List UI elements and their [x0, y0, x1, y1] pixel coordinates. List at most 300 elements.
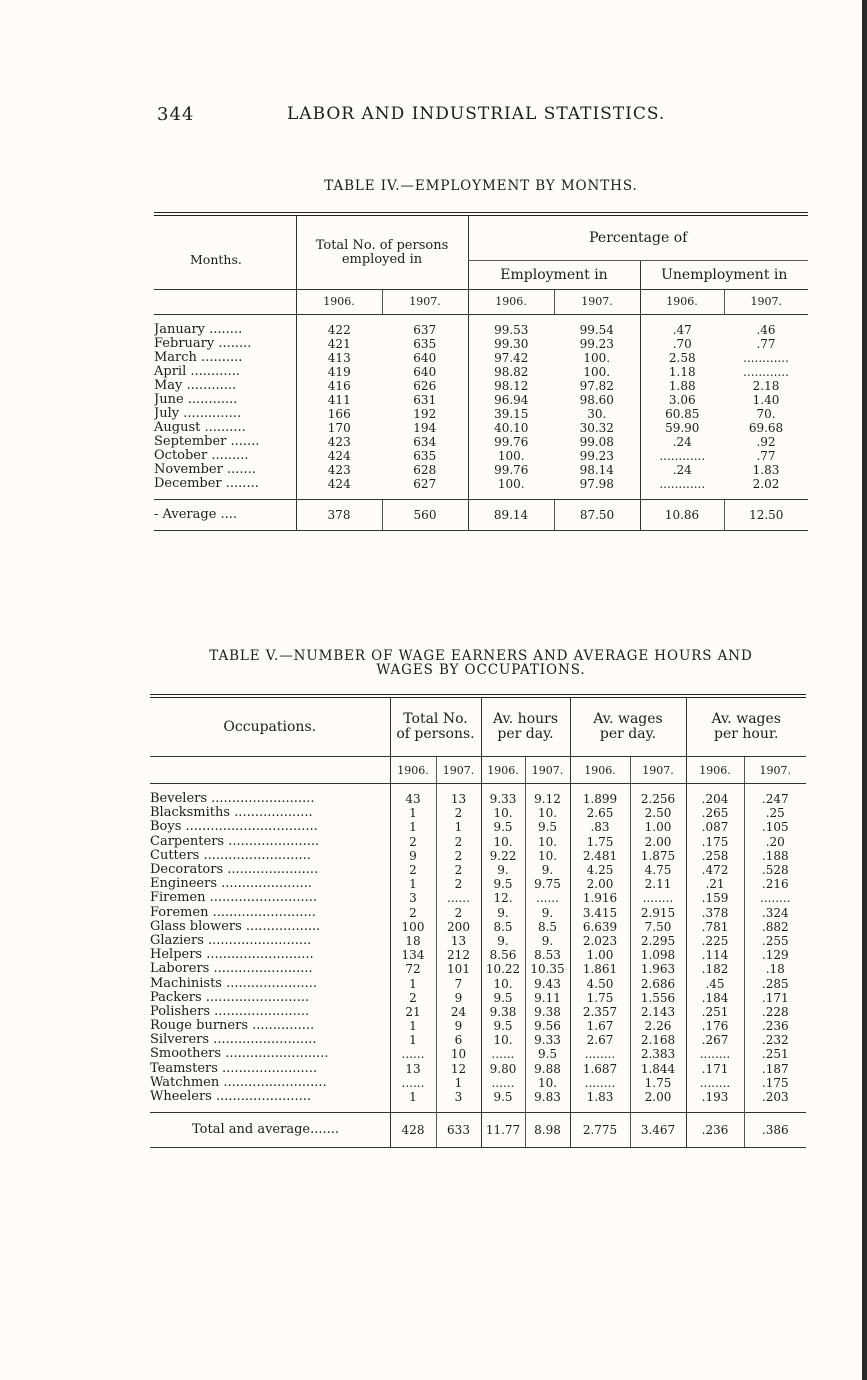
- cell: 428: [390, 1113, 436, 1148]
- cell: 4.50: [570, 976, 630, 990]
- cell: 2.383: [630, 1047, 686, 1061]
- col-unemployment: Unemployment in: [640, 261, 808, 290]
- cell: 200: [436, 920, 481, 934]
- cell: ......: [390, 1047, 436, 1061]
- cell: 635: [413, 449, 437, 463]
- cell: 6: [436, 1033, 481, 1047]
- year-header: 1906.: [481, 757, 525, 784]
- occupation-cell: Bevelers .........................: [150, 792, 315, 807]
- cell: 170: [296, 421, 382, 435]
- cell: 9.5: [481, 820, 525, 834]
- year-header: 1907.: [382, 290, 468, 315]
- cell: 2: [436, 877, 481, 891]
- cell: 631: [413, 393, 437, 407]
- cell: 1.556: [630, 991, 686, 1005]
- cell: 2.775: [570, 1113, 630, 1148]
- cell: 166: [296, 407, 382, 421]
- cell: 70.: [756, 407, 776, 421]
- cell: 2.00: [570, 877, 630, 891]
- cell: 1.18: [640, 365, 724, 379]
- cell: .20: [744, 835, 806, 849]
- cell: .70: [640, 337, 724, 351]
- cell: 30.: [587, 407, 607, 421]
- cell: .228: [744, 1005, 806, 1019]
- cell: 8.56: [481, 948, 525, 962]
- table-row: [154, 323, 808, 337]
- occupation-cell: Decorators ......................: [150, 862, 319, 878]
- cell: 8.5: [481, 920, 525, 934]
- table-row: [154, 463, 808, 477]
- cell: 1.098: [630, 948, 686, 962]
- cell: .24: [640, 463, 724, 477]
- cell: 3.415: [570, 906, 630, 920]
- cell: 12: [436, 1062, 481, 1076]
- month-cell: May ............: [154, 379, 237, 393]
- cell: .255: [744, 934, 806, 948]
- cell: 100.: [468, 477, 554, 491]
- cell: 633: [436, 1113, 481, 1148]
- cell: 10.: [481, 976, 525, 990]
- year-header: 1906.: [296, 290, 382, 315]
- cell: 2.023: [570, 934, 630, 948]
- cell: ......: [481, 1047, 525, 1061]
- year-header: 1906.: [640, 290, 724, 315]
- year-header: 1906.: [686, 757, 744, 784]
- cell: 4.25: [570, 863, 630, 877]
- cell: .18: [744, 962, 806, 976]
- cell: ............: [640, 477, 724, 491]
- cell: 2.26: [630, 1019, 686, 1033]
- cell: 9: [436, 991, 481, 1005]
- cell: 424: [296, 477, 382, 491]
- cell: 10.22: [481, 962, 525, 976]
- cell: ............: [743, 365, 789, 379]
- cell: 212: [436, 948, 481, 962]
- cell: 2.58: [640, 351, 724, 365]
- table-row: [150, 1090, 806, 1104]
- cell: 1: [390, 976, 436, 990]
- cell: 1.861: [570, 962, 630, 976]
- cell: 2.295: [630, 934, 686, 948]
- cell: 1.75: [630, 1076, 686, 1090]
- cell: 4.75: [630, 863, 686, 877]
- cell: .176: [686, 1019, 744, 1033]
- month-cell: August ..........: [154, 421, 246, 435]
- total-row: [150, 1113, 806, 1148]
- table5-caption-line1: TABLE V.—NUMBER OF WAGE EARNERS AND AVERAGE HOURS AND: [209, 648, 753, 664]
- table-row: [154, 407, 808, 421]
- cell: 3: [390, 891, 436, 905]
- cell: 99.76: [468, 463, 554, 477]
- cell: 99.08: [579, 435, 614, 449]
- cell: 10.: [481, 1033, 525, 1047]
- cell: 99.53: [468, 323, 554, 337]
- month-cell: July ..............: [154, 407, 242, 421]
- table-row: [150, 906, 806, 920]
- month-cell: December ........: [154, 477, 259, 491]
- year-header: 1907.: [436, 757, 481, 784]
- cell: 8.5: [525, 920, 570, 934]
- col-percentage: Percentage of: [468, 214, 808, 261]
- cell: 8.98: [525, 1113, 570, 1148]
- table-row: [150, 1033, 806, 1047]
- cell: 9.83: [525, 1090, 570, 1104]
- occupation-cell: Machinists ......................: [150, 976, 318, 991]
- cell: 13: [436, 934, 481, 948]
- cell: 10.: [525, 835, 570, 849]
- cell: .45: [686, 976, 744, 990]
- table-row: [150, 934, 806, 948]
- cell: 9.75: [525, 877, 570, 891]
- year-spacer: [154, 290, 296, 315]
- table-row: [150, 849, 806, 863]
- cell: ........: [630, 891, 686, 905]
- cell: 9.88: [525, 1062, 570, 1076]
- cell: 2.915: [630, 906, 686, 920]
- cell: 413: [296, 351, 382, 365]
- cell: 11.77: [481, 1113, 525, 1148]
- month-cell: September .......: [154, 435, 260, 449]
- cell: 1: [390, 820, 436, 834]
- cell: 1.875: [630, 849, 686, 863]
- cell: 1.83: [570, 1090, 630, 1104]
- cell: 98.12: [468, 379, 554, 393]
- cell: 1.83: [752, 463, 780, 477]
- cell: 2: [436, 906, 481, 920]
- cell: 9.12: [525, 792, 570, 806]
- table-row: [150, 877, 806, 891]
- cell: 40.10: [468, 421, 554, 435]
- col-av-hours: Av. hours per day.: [481, 696, 570, 757]
- cell: .175: [744, 1076, 806, 1090]
- occupation-cell: Engineers ......................: [150, 877, 313, 892]
- cell: 2.143: [630, 1005, 686, 1019]
- cell: 2: [436, 849, 481, 863]
- cell: 422: [296, 323, 382, 337]
- occupation-cell: Cutters ..........................: [150, 848, 311, 863]
- cell: 2: [390, 835, 436, 849]
- month-cell: March ..........: [154, 351, 243, 365]
- cell: 416: [296, 379, 382, 393]
- cell: ............: [743, 351, 789, 365]
- cell: 1.75: [570, 835, 630, 849]
- cell: ........: [686, 1076, 744, 1090]
- cell: 10.: [525, 849, 570, 863]
- cell: 12.50: [724, 500, 808, 531]
- cell: .46: [756, 323, 776, 337]
- table-wages-by-occupations: [150, 694, 806, 1148]
- cell: 21: [390, 1005, 436, 1019]
- cell: 9.5: [525, 820, 570, 834]
- cell: 6.639: [570, 920, 630, 934]
- occupation-cell: Firemen ..........................: [150, 891, 318, 906]
- cell: .114: [686, 948, 744, 962]
- cell: 97.98: [579, 477, 614, 491]
- cell: 97.82: [579, 379, 614, 393]
- cell: 99.30: [468, 337, 554, 351]
- cell: .285: [744, 976, 806, 990]
- cell: ......: [436, 891, 481, 905]
- year-header: 1906.: [468, 290, 554, 315]
- cell: 1.88: [640, 379, 724, 393]
- table-row: [150, 976, 806, 990]
- cell: 378: [296, 500, 382, 531]
- table-row: [150, 1047, 806, 1061]
- cell: 1.899: [570, 792, 630, 806]
- cell: 2.02: [752, 477, 780, 491]
- month-cell: November .......: [154, 463, 256, 477]
- cell: 2.18: [752, 379, 780, 393]
- table-row: [150, 920, 806, 934]
- occupation-cell: Carpenters ......................: [150, 834, 320, 849]
- table-row: [150, 806, 806, 820]
- year-header: 1907.: [525, 757, 570, 784]
- occupation-cell: Glass blowers ..................: [150, 919, 321, 934]
- cell: 1.00: [630, 820, 686, 834]
- year-header: 1907.: [744, 757, 806, 784]
- table-row: [154, 351, 808, 365]
- cell: 2.11: [630, 877, 686, 891]
- cell: 13: [436, 792, 481, 806]
- cell: 2.686: [630, 976, 686, 990]
- occupation-cell: Helpers ..........................: [150, 948, 314, 963]
- cell: .472: [686, 863, 744, 877]
- occupation-cell: Laborers ........................: [150, 962, 313, 977]
- cell: 97.42: [468, 351, 554, 365]
- cell: 1: [390, 1019, 436, 1033]
- occupation-cell: Foremen .........................: [150, 905, 316, 920]
- cell: .236: [686, 1113, 744, 1148]
- occupation-cell: Glaziers .........................: [150, 933, 312, 948]
- cell: 194: [413, 421, 437, 435]
- cell: 627: [413, 477, 437, 491]
- cell: .204: [686, 792, 744, 806]
- cell: 1.916: [570, 891, 630, 905]
- cell: .247: [744, 792, 806, 806]
- cell: 18: [390, 934, 436, 948]
- cell: 10.86: [640, 500, 724, 531]
- cell: .781: [686, 920, 744, 934]
- occupation-cell: Silverers .........................: [150, 1033, 317, 1048]
- table-row: [154, 379, 808, 393]
- cell: 1.844: [630, 1062, 686, 1076]
- cell: 89.14: [468, 500, 554, 531]
- cell: ......: [525, 891, 570, 905]
- cell: 411: [296, 393, 382, 407]
- cell: 9.80: [481, 1062, 525, 1076]
- col-total-persons: Total No. of persons employed in: [296, 214, 468, 290]
- year-header: 1906.: [390, 757, 436, 784]
- cell: .216: [744, 877, 806, 891]
- month-cell: April ............: [154, 365, 240, 379]
- cell: 9.: [525, 863, 570, 877]
- cell: .882: [744, 920, 806, 934]
- occupation-cell: Packers .........................: [150, 990, 310, 1005]
- cell: 1.67: [570, 1019, 630, 1033]
- cell: .175: [686, 835, 744, 849]
- year-header: 1907.: [630, 757, 686, 784]
- col-av-wages-day: Av. wages per day.: [570, 696, 686, 757]
- cell: 635: [413, 337, 437, 351]
- table-row: [150, 962, 806, 976]
- cell: 7: [436, 976, 481, 990]
- cell: 98.82: [468, 365, 554, 379]
- occupation-cell: Teamsters .......................: [150, 1061, 318, 1076]
- cell: 1: [390, 1090, 436, 1104]
- average-row: [154, 500, 808, 531]
- cell: 72: [390, 962, 436, 976]
- cell: .251: [686, 1005, 744, 1019]
- cell: 100: [390, 920, 436, 934]
- occupation-cell: Boys ................................: [150, 820, 318, 835]
- cell: 2: [390, 906, 436, 920]
- cell: 1.75: [570, 991, 630, 1005]
- cell: .324: [744, 906, 806, 920]
- cell: 2.00: [630, 1090, 686, 1104]
- cell: 640: [413, 365, 437, 379]
- occupation-cell: Polishers .......................: [150, 1004, 310, 1019]
- cell: 1.963: [630, 962, 686, 976]
- month-cell: February ........: [154, 337, 252, 351]
- cell: .21: [686, 877, 744, 891]
- cell: .193: [686, 1090, 744, 1104]
- cell: 9.5: [481, 1019, 525, 1033]
- cell: 9.: [525, 906, 570, 920]
- occupation-cell: Rouge burners ...............: [150, 1019, 315, 1034]
- cell: 421: [296, 337, 382, 351]
- cell: .087: [686, 820, 744, 834]
- cell: 10: [436, 1047, 481, 1061]
- table-employment-by-months: [154, 212, 808, 531]
- cell: 13: [390, 1062, 436, 1076]
- cell: 43: [390, 792, 436, 806]
- cell: 192: [413, 407, 437, 421]
- cell: 9.5: [525, 1047, 570, 1061]
- cell: 10.: [525, 1076, 570, 1090]
- table-row: [154, 477, 808, 491]
- cell: 560: [382, 500, 468, 531]
- cell: 423: [296, 463, 382, 477]
- cell: 99.23: [579, 449, 614, 463]
- cell: 1.00: [570, 948, 630, 962]
- cell: 101: [436, 962, 481, 976]
- cell: 3.06: [640, 393, 724, 407]
- cell: 10.: [481, 806, 525, 820]
- cell: 1.687: [570, 1062, 630, 1076]
- cell: 9.43: [525, 976, 570, 990]
- table-row: [150, 1076, 806, 1090]
- col-employment: Employment in: [468, 261, 640, 290]
- cell: 100.: [468, 449, 554, 463]
- table-row: [154, 337, 808, 351]
- cell: 626: [413, 379, 437, 393]
- cell: ........: [744, 891, 806, 905]
- occupation-cell: Smoothers .........................: [150, 1047, 329, 1062]
- col-months: Months.: [154, 214, 296, 290]
- cell: .251: [744, 1047, 806, 1061]
- table-row: [154, 421, 808, 435]
- cell: 60.85: [640, 407, 724, 421]
- year-header: 1907.: [554, 290, 640, 315]
- cell: 9.5: [481, 877, 525, 891]
- year-spacer: [150, 757, 390, 784]
- cell: 9: [436, 1019, 481, 1033]
- table-row: [150, 891, 806, 905]
- cell: .267: [686, 1033, 744, 1047]
- cell: 30.32: [579, 421, 614, 435]
- cell: .258: [686, 849, 744, 863]
- cell: .171: [686, 1062, 744, 1076]
- cell: 628: [413, 463, 437, 477]
- year-header: 1906.: [570, 757, 630, 784]
- cell: 99.23: [579, 337, 614, 351]
- table4-caption: TABLE IV.—EMPLOYMENT BY MONTHS.: [324, 178, 638, 194]
- cell: .187: [744, 1062, 806, 1076]
- cell: .77: [756, 449, 776, 463]
- col-occupations: Occupations.: [150, 696, 390, 757]
- cell: .184: [686, 991, 744, 1005]
- cell: 1: [390, 1033, 436, 1047]
- cell: 3: [436, 1090, 481, 1104]
- cell: 2: [390, 991, 436, 1005]
- cell: 100.: [583, 351, 611, 365]
- total-label: Total and average.......: [150, 1113, 390, 1148]
- cell: .171: [744, 991, 806, 1005]
- cell: 2.481: [570, 849, 630, 863]
- cell: 2.168: [630, 1033, 686, 1047]
- cell: 1.40: [752, 393, 780, 407]
- table-row: [150, 1019, 806, 1033]
- table-row: [154, 393, 808, 407]
- cell: 99.54: [579, 323, 614, 337]
- month-cell: June ............: [154, 393, 238, 407]
- col-total-persons: Total No. of persons.: [390, 696, 481, 757]
- cell: 12.: [481, 891, 525, 905]
- page-number: 344: [157, 104, 195, 125]
- cell: 7.50: [630, 920, 686, 934]
- cell: .159: [686, 891, 744, 905]
- cell: 87.50: [554, 500, 640, 531]
- table-row: [154, 435, 808, 449]
- table-row: [150, 1062, 806, 1076]
- cell: ........: [570, 1076, 630, 1090]
- table5-caption: [150, 649, 812, 677]
- cell: 2: [390, 863, 436, 877]
- cell: .47: [640, 323, 724, 337]
- cell: 24: [436, 1005, 481, 1019]
- cell: 100.: [583, 365, 611, 379]
- cell: ......: [390, 1076, 436, 1090]
- cell: ........: [570, 1047, 630, 1061]
- cell: 423: [296, 435, 382, 449]
- table-row: [150, 835, 806, 849]
- cell: .24: [640, 435, 724, 449]
- cell: 1: [390, 877, 436, 891]
- cell: 640: [413, 351, 437, 365]
- occupation-cell: Wheelers .......................: [150, 1089, 312, 1105]
- cell: .236: [744, 1019, 806, 1033]
- cell: 2: [436, 835, 481, 849]
- cell: .182: [686, 962, 744, 976]
- cell: ......: [481, 1076, 525, 1090]
- cell: 1: [436, 1076, 481, 1090]
- cell: 98.60: [579, 393, 614, 407]
- average-label: - Average ....: [154, 500, 296, 531]
- cell: 2.50: [630, 806, 686, 820]
- occupation-cell: Blacksmiths ...................: [150, 806, 313, 821]
- cell: 9.38: [481, 1005, 525, 1019]
- cell: ............: [640, 449, 724, 463]
